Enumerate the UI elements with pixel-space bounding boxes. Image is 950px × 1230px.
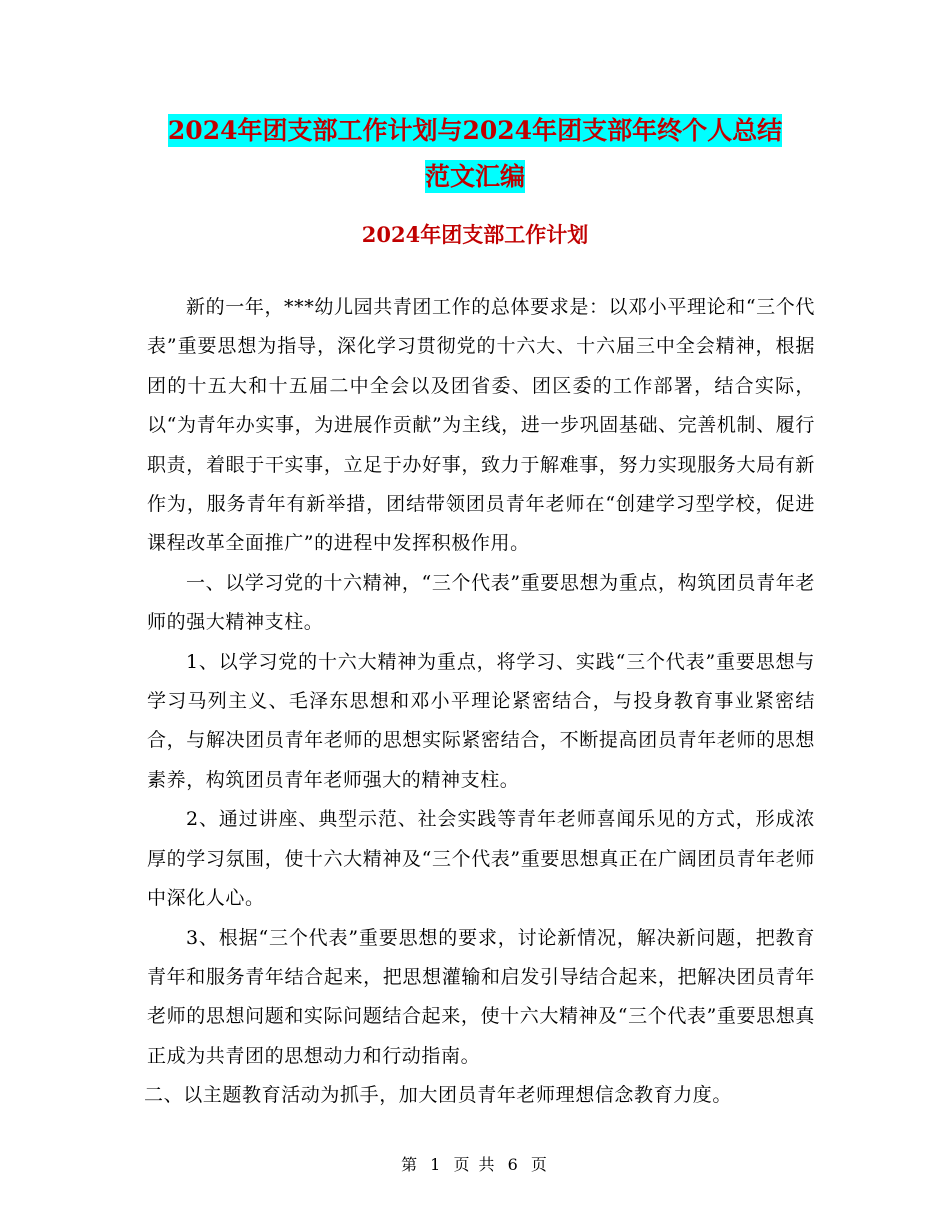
paragraph-item-3: 3、根据“三个代表”重要思想的要求，讨论新情况，解决新问题，把教育青年和服务青年结合起来，把思想灌输和启发引导结合起来，把解决团员青年老师的思想问题和实际问题结合起来，使十六大精神及“三个代表”重要思想真正成为共青团的思想动力和行动指南。 <box>147 926 815 1067</box>
document-title-line1: 2024年团支部工作计划与2024年团支部年终个人总结 <box>167 116 783 145</box>
section-title: 2024年团支部工作计划 <box>361 222 589 247</box>
page-label-suffix: 页 <box>530 1155 549 1174</box>
current-page-number: 1 <box>430 1155 443 1174</box>
paragraph-heading-2: 二、以主题教育活动为抓手，加大团员青年老师理想信念教育力度。 <box>144 1084 733 1107</box>
page-label-mid: 页 共 <box>453 1155 497 1174</box>
paragraph-item-2: 2、通过讲座、典型示范、社会实践等青年老师喜闻乐见的方式，形成浓厚的学习氛围，使十六大精神及“三个代表”重要思想真正在广阔团员青年老师中深化人心。 <box>147 808 815 910</box>
document-title <box>130 108 820 200</box>
page-label-prefix: 第 <box>401 1155 420 1174</box>
paragraph-heading-1: 一、以学习党的十六精神，“三个代表”重要思想为重点，构筑团员青年老师的强大精神支柱。 <box>147 571 815 634</box>
paragraph-item-1: 1、以学习党的十六大精神为重点，将学习、实践“三个代表”重要思想与学习马列主义、毛泽东思想和邓小平理论紧密结合，与投身教育事业紧密结合，与解决团员青年老师的思想实际紧密结合，不断提高团员青年老师的思想素养，构筑团员青年老师强大的精神支柱。 <box>147 650 815 791</box>
document-body <box>144 288 815 1116</box>
paragraph-intro: 新的一年，***幼儿园共青团工作的总体要求是：以邓小平理论和“三个代表”重要思想为指导，深化学习贯彻党的十六大、十六届三中全会精神，根据团的十五大和十五届二中全会以及团省委、团区委的工作部署，结合实际，以“为青年办实事，为进展作贡献”为主线，进一步巩固基础、完善机制、履行职责，着眼于干实事，立足于办好事，致力于解难事，努力实现服务大局有新作为，服务青年有新举措，团结带领团员青年老师在“创建学习型学校，促进课程改革全面推广”的进程中发挥积极作用。 <box>147 296 815 555</box>
page-footer <box>0 1152 950 1175</box>
document-title-line2: 范文汇编 <box>424 162 525 191</box>
total-pages-number: 6 <box>507 1155 520 1174</box>
